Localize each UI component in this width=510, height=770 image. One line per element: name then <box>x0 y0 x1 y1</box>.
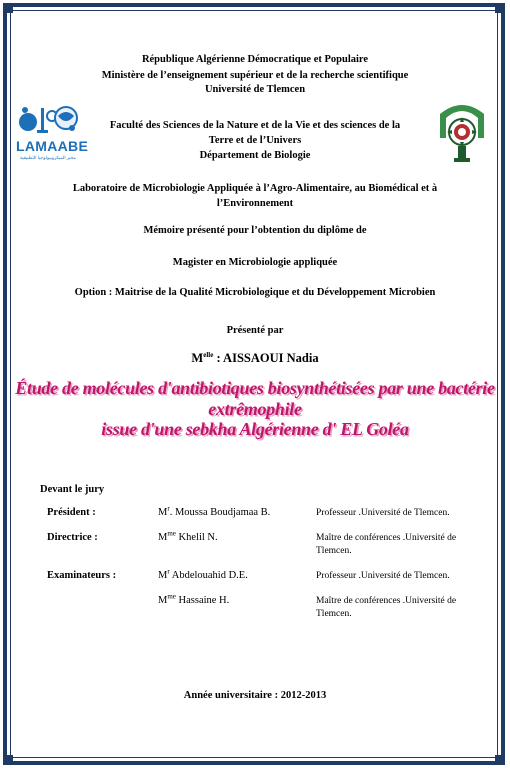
author-name: : AISSAOUI Nadia <box>216 351 319 365</box>
department: Département de Biologie <box>199 150 311 161</box>
corner-ornament <box>495 755 505 765</box>
lamaabe-logo-subtext: مخبر الميكروبيولوجيا التطبيقية <box>20 155 76 160</box>
thesis-title-line1: Étude de molécules d'antibiotiques biosynthétisées par une bactérie extrêmophile <box>15 378 495 419</box>
jury-role: Directrice : <box>47 532 98 543</box>
author-prefix-sup: elle <box>203 350 214 359</box>
lab-line1: Laboratoire de Microbiologie Appliquée à l’Agro-Alimentaire, au Biomédical et à <box>72 183 438 194</box>
faculty-line2: Terre et de l’Univers <box>208 135 302 146</box>
corner-ornament <box>495 3 505 13</box>
option-line: Option : Maitrise de la Qualité Microbiologique et du Développement Microbien <box>74 287 436 298</box>
lab-line2: l’Environnement <box>216 198 294 209</box>
academic-year: Année universitaire : 2012-2013 <box>183 690 327 701</box>
header-university: Université de Tlemcen <box>204 84 306 95</box>
lamaabe-logo-text: LAMAABE <box>16 138 89 154</box>
jury-role: Président : <box>47 507 96 518</box>
jury-member-name: $M^{me}$ Khelil N. <box>158 529 218 543</box>
corner-ornament <box>3 3 13 13</box>
author <box>0 350 510 366</box>
jury-member-name: $M^r$. Moussa Boudjamaa B. <box>158 504 271 518</box>
jury-member-title: Professeur .Université de Tlemcen. <box>316 508 450 518</box>
header-ministry: Ministère de l’enseignement supérieur et de la recherche scientifique <box>101 70 409 81</box>
degree-title: Magister en Microbiologie appliquée <box>172 257 338 268</box>
faculty-line1: Faculté des Sciences de la Nature et de la Vie et des sciences de la <box>109 120 401 131</box>
jury-member-name: $M^{me}$ Hassaine H. <box>158 592 230 606</box>
jury-member-title: Maître de conférences .Université de Tlemcen. <box>316 533 457 556</box>
memoire-statement: Mémoire présenté pour l’obtention du diplôme de <box>143 225 367 236</box>
author-prefix: M <box>191 351 204 365</box>
jury-member-title: Maître de conférences .Université de Tlemcen. <box>316 596 457 619</box>
thesis-title-line2: issue d'une sebkha Algérienne d' EL Goléa <box>101 419 409 439</box>
jury-member-name: $M^r$ Abdelouahid D.E. <box>158 567 248 581</box>
corner-ornament <box>3 755 13 765</box>
jury-heading: Devant le jury <box>40 484 105 495</box>
jury-role: Examinateurs : <box>47 570 117 581</box>
jury-member-title: Professeur .Université de Tlemcen. <box>316 571 450 581</box>
header-republic: République Algérienne Démocratique et Populaire <box>141 54 369 65</box>
presented-by: Présenté par <box>226 325 284 336</box>
